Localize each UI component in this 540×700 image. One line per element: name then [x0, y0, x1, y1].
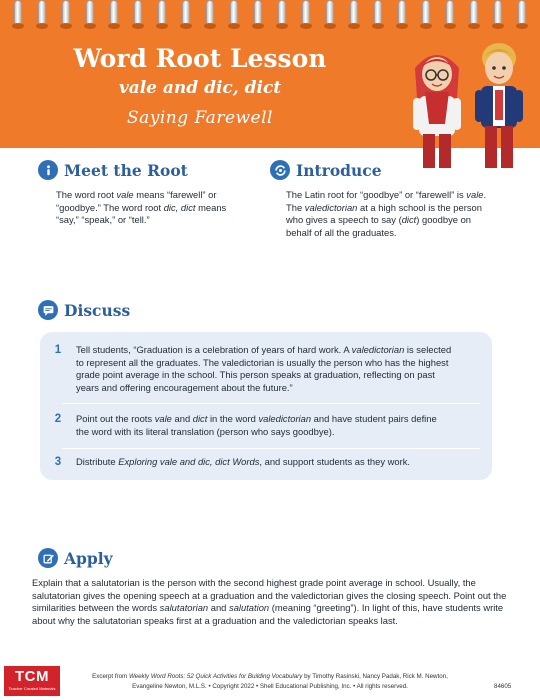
- refresh-arrows-icon: [270, 160, 290, 180]
- introduce-text: The Latin root for “goodbye” or “farewell” is vale. The valedictorian at a high school is the person who gives a speech to say (dict) goodbye on behalf of all the graduates.: [286, 189, 487, 238]
- step-number: 2: [54, 413, 62, 425]
- step-text: Tell students, “Graduation is a celebration of years of hard work. A valedictorian is selected to represent all the graduates. The valedictorian is usually the person who has the highest grade point average in the school. This person speaks at graduation, reflecting on past years and offering encouragement about the future.”: [76, 344, 452, 393]
- tcm-logo: TCM Teacher Created Materials: [4, 666, 60, 696]
- boy-figure: [475, 43, 523, 168]
- step-number: 3: [54, 456, 62, 468]
- step-text: Point out the roots vale and dict in the word valedictorian and have student pairs define the word with its literal translation (person who says goodbye).: [76, 413, 437, 437]
- girl-figure: [413, 55, 461, 168]
- students-illustration: [405, 28, 533, 173]
- discuss-step: [40, 456, 480, 469]
- apply-heading: Apply: [38, 548, 113, 568]
- step-divider: [62, 403, 480, 404]
- edit-icon: [38, 548, 58, 568]
- info-icon: [38, 160, 58, 180]
- discuss-step: [40, 344, 480, 394]
- meet-the-root-text: The word root vale means “farewell” or “goodbye.” The word root dic, dict means “say,” “speak,” or “tell.”: [56, 189, 227, 225]
- page-tagline: Saying Farewell: [126, 108, 273, 128]
- product-code: 84605: [494, 683, 512, 690]
- spiral-binding: [0, 0, 540, 30]
- step-text: Distribute Exploring vale and dic, dict Words, and support students as they work.: [76, 456, 411, 467]
- meet-the-root-heading: Meet the Root: [38, 160, 188, 180]
- discuss-step: [40, 413, 480, 438]
- page-subtitle: vale and dic, dict: [118, 78, 282, 98]
- step-number: 1: [54, 344, 62, 356]
- chat-icon: [38, 300, 58, 320]
- discuss-heading: Discuss: [38, 300, 130, 320]
- apply-text: Explain that a salutatorian is the person with the second highest grade point average in school. Usually, the salutatorian gives the opening speech at a graduation and the valedictorian gives the closing speech. Point out the similarities between the words salutatorian and salutation (meaning “greeting”). In light of this, have students write about why the salutatorian speaks first at a graduation and the valedictorian speaks last.: [32, 577, 507, 626]
- page-title: Word Root Lesson: [73, 44, 327, 73]
- introduce-heading: Introduce: [270, 160, 382, 180]
- step-divider: [62, 448, 480, 449]
- footer-citation: Excerpt from Weekly Word Roots: 52 Quick Activities for Building Vocabulary by Timothy Rasinski, Nancy Padak, Rick M. Newton, Evangeline Newton, M.L.S. • Copyright 2022 • Shell Educational Publishing, Inc. • All rights reserved.: [92, 673, 448, 690]
